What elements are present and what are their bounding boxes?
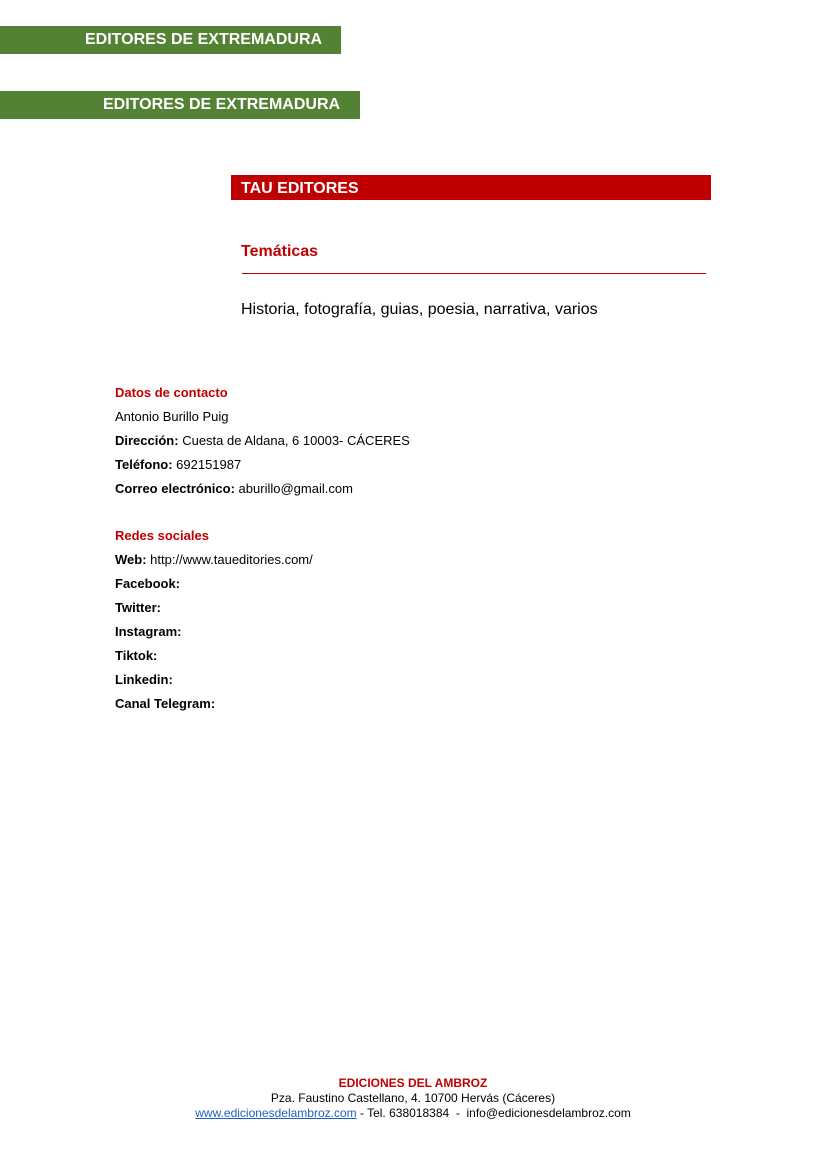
footer-phone-email: - Tel. 638018384 - info@edicionesdelambroz.com — [356, 1106, 631, 1120]
facebook-label: Facebook: — [115, 576, 181, 591]
contact-section-title: Datos de contacto — [115, 385, 228, 400]
telegram-label: Canal Telegram: — [115, 696, 216, 711]
contact-address-row — [115, 429, 410, 453]
web-value: http://www.taueditories.com/ — [150, 552, 313, 567]
twitter-label: Twitter: — [115, 600, 161, 615]
contact-person: Antonio Burillo Puig — [115, 409, 229, 424]
social-web-row — [115, 548, 410, 572]
phone-value: 692151987 — [176, 457, 242, 472]
tiktok-label: Tiktok: — [115, 648, 158, 663]
footer-contact-line — [0, 1106, 826, 1121]
email-value: aburillo@gmail.com — [238, 481, 353, 496]
address-label: Dirección: — [115, 433, 179, 448]
header-banner-second: EDITORES DE EXTREMADURA — [0, 91, 360, 119]
contact-block — [115, 381, 410, 716]
footer-website-link[interactable]: www.edicionesdelambroz.com — [195, 1106, 357, 1120]
contact-phone-row — [115, 453, 410, 477]
publisher-name-bar: TAU EDITORES — [231, 175, 711, 200]
footer-title: EDICIONES DEL AMBROZ — [338, 1076, 488, 1090]
address-value: Cuesta de Aldana, 6 10003- CÁCERES — [182, 433, 410, 448]
instagram-label: Instagram: — [115, 624, 182, 639]
phone-label: Teléfono: — [115, 457, 173, 472]
page-footer — [0, 1076, 826, 1121]
web-label: Web: — [115, 552, 147, 567]
footer-address: Pza. Faustino Castellano, 4. 10700 Hervás (Cáceres) — [270, 1091, 556, 1105]
header-banner-top: EDITORES DE EXTREMADURA — [0, 26, 341, 54]
tematicas-heading: Temáticas — [241, 243, 319, 260]
linkedin-label: Linkedin: — [115, 672, 173, 687]
contact-email-row — [115, 477, 410, 501]
social-section-title: Redes sociales — [115, 528, 209, 543]
email-label: Correo electrónico: — [115, 481, 235, 496]
tematicas-divider — [242, 273, 706, 274]
tematicas-list: Historia, fotografía, guias, poesia, narrativa, varios — [241, 301, 598, 318]
